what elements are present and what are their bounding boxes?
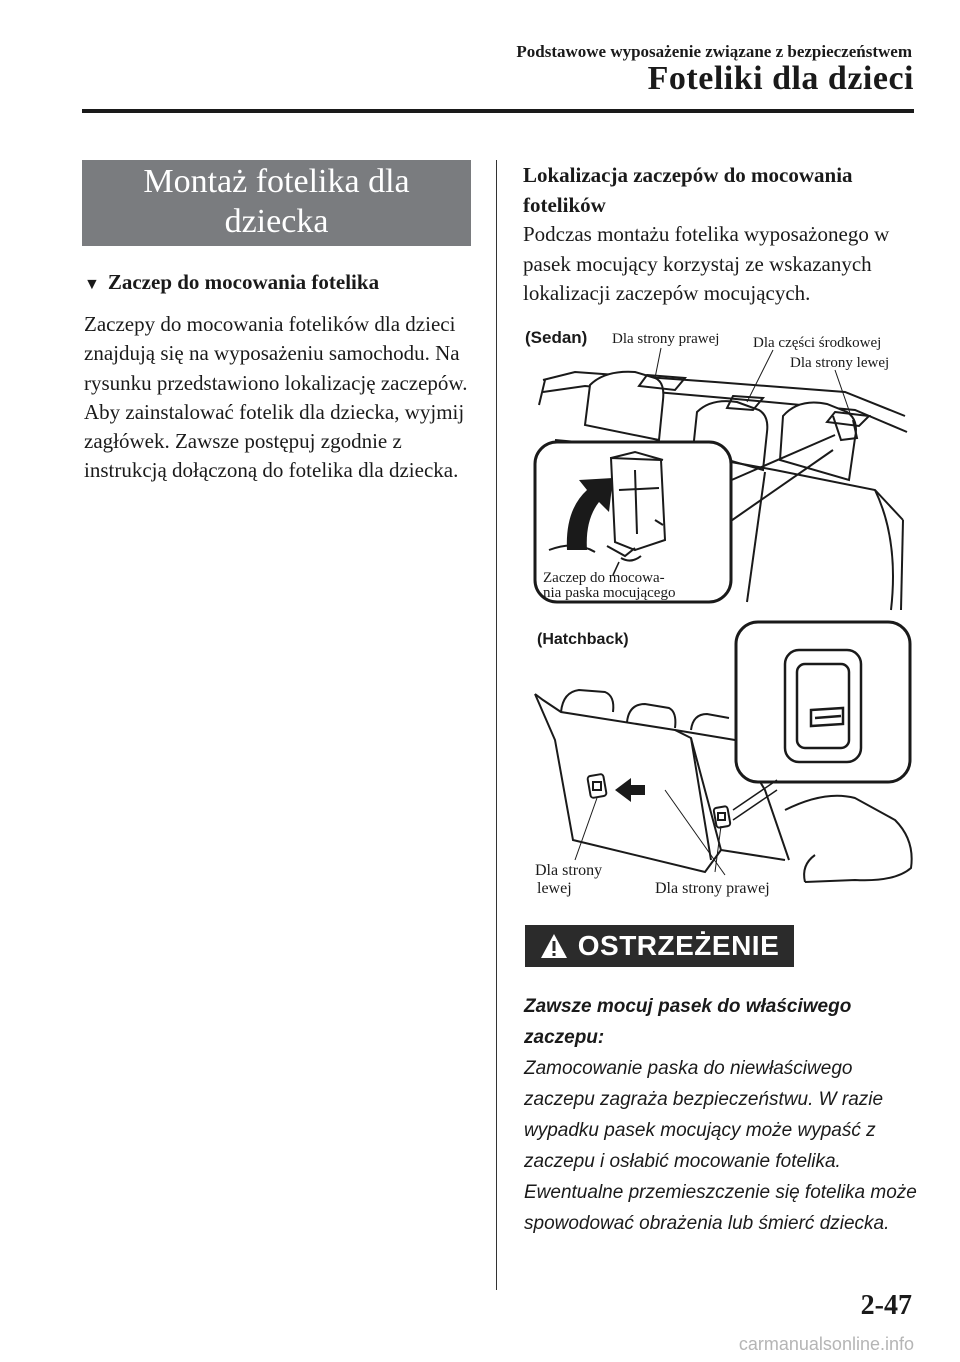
header-rule	[82, 109, 914, 113]
anchor-inset-hatchback	[733, 622, 910, 820]
warning-body: Zamocowanie paska do niewłaściwego zaczepu zagraża bezpieczeństwu. W razie wypadku pasek mocujący może wypaść z zaczepu i osłabić mocowanie fotelika. Ewentualne przemieszczenie się fotelika może spowodować obrażenia lub śmierć dziecka.	[524, 1058, 917, 1234]
watermark: carmanualsonline.info	[738, 1334, 914, 1354]
page-number: 2-47	[860, 1290, 912, 1321]
triangle-marker-icon: ▼	[84, 276, 100, 293]
hatchback-left-label-line-2: lewej	[537, 880, 572, 897]
subsection-heading	[84, 270, 379, 295]
warning-triangle-icon	[540, 933, 568, 959]
sedan-left-label: Dla strony lewej	[790, 355, 890, 371]
warning-text	[524, 991, 919, 1239]
hatchback-left-label-line-1: Dla strony	[535, 862, 603, 879]
sedan-center-label: Dla części środkowej	[753, 335, 882, 351]
anchor-label-line-1: Zaczep do mocowa-	[543, 570, 665, 586]
warning-title: Zawsze mocuj pasek do właściwego zaczepu:	[524, 996, 852, 1048]
hatchback-right-label: Dla strony prawej	[655, 880, 770, 897]
hatchback-label: (Hatchback)	[537, 631, 629, 648]
warning-label: OSTRZEŻENIE	[577, 930, 780, 961]
sedan-right-label: Dla strony prawej	[612, 331, 720, 347]
location-text: Podczas montażu fotelika wyposażonego w pasek mocujący korzystaj ze wskazanych lokalizacji zaczepów mocujących.	[523, 222, 890, 305]
paragraph-2: Aby zainstalować fotelik dla dziecka, wyjmij zagłówek. Zawsze postępuj zgodnie z instrukcją dołączoną do fotelika dla dziecka.	[84, 399, 465, 483]
running-header-subtitle: Podstawowe wyposażenie związane z bezpieczeństwem	[516, 42, 912, 61]
anchor-location-figure	[515, 320, 915, 905]
section-banner	[82, 160, 471, 246]
paragraph-1: Zaczepy do mocowania fotelików dla dzieci znajdują się na wyposażeniu samochodu. Na rysunku przedstawiono lokalizację zaczepów.	[84, 312, 468, 395]
arrow-left-icon	[615, 778, 645, 802]
body-paragraphs	[84, 310, 474, 486]
anchor-label-line-2: nia paska mocującego	[543, 585, 676, 601]
warning-box	[525, 925, 794, 967]
location-heading: Lokalizacja zaczepów do mocowania fotelików	[523, 163, 853, 217]
running-header-title: Foteliki dla dzieci	[647, 60, 914, 97]
subsection-heading-text: Zaczep do mocowania fotelika	[107, 270, 380, 294]
banner-line-2: dziecka	[224, 203, 329, 240]
banner-line-1: Montaż fotelika dla	[143, 163, 410, 200]
column-divider	[496, 160, 497, 1290]
sedan-label: (Sedan)	[525, 328, 588, 347]
